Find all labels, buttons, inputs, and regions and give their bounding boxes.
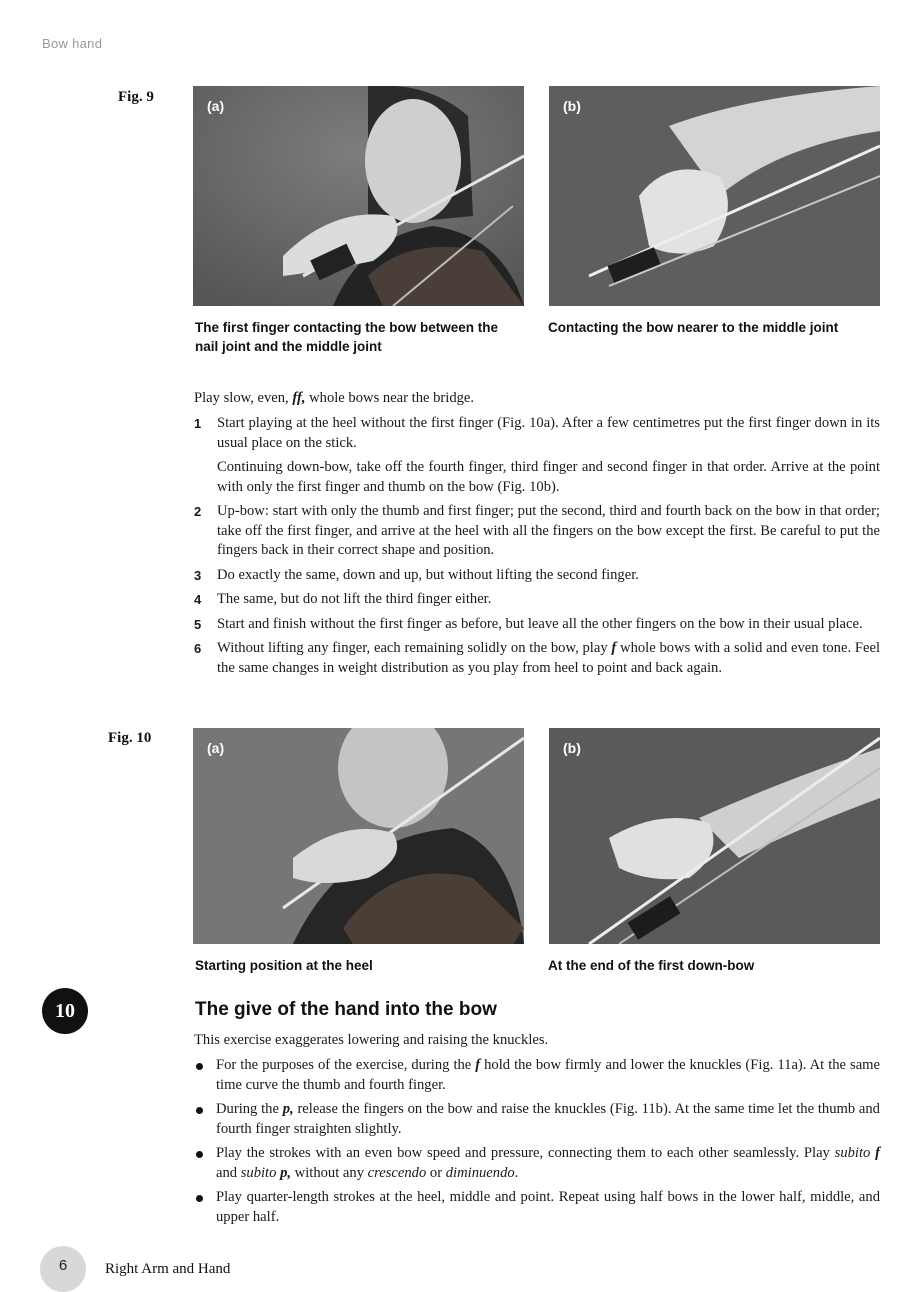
step-item (194, 458, 880, 497)
subito-term: subito (834, 1145, 871, 1161)
fig9b-caption: Contacting the bow nearer to the middle joint (548, 320, 839, 335)
step-text: Up-bow: start with only the thumb and first finger; put the second, third and fourth back on the bow in that order; take off the first finger, and arrive at the heel with all the fingers on the bow except the first. Be careful to put the fingers back in their correct shape and position. (217, 503, 880, 558)
dynamic-p: p, (282, 1101, 294, 1117)
bullet-dot-icon (196, 1063, 203, 1070)
subito-term: subito (240, 1164, 277, 1181)
step-text: The same, but do not lift the third finger either. (217, 591, 492, 607)
fig10b-photo (549, 728, 880, 944)
bullet-item (194, 1188, 880, 1227)
bullet-dot-icon (196, 1107, 203, 1114)
bullet-text: and (216, 1164, 241, 1181)
bullet-text-before: For the purposes of the exercise, during the (216, 1057, 476, 1073)
bullet-dot-icon (196, 1195, 203, 1202)
bullet-item (194, 1144, 880, 1183)
bullet-item (194, 1100, 880, 1139)
fig9a-caption: The first finger contacting the bow between the nail joint and the middle joint (195, 320, 499, 354)
violinist-face-photo (193, 86, 524, 306)
section-number-badge: 10 (42, 988, 88, 1034)
step-text-after: whole bows with a solid and even tone. Feel the same changes in weight distribution as you play from heel to point and back again. (217, 640, 881, 676)
step-number: 1 (194, 416, 202, 431)
step-item (194, 502, 880, 561)
section-bullets (194, 1056, 880, 1227)
step-text: Do exactly the same, down and up, but without lifting the second finger. (217, 566, 639, 583)
section-heading: The give of the hand into the bow (195, 999, 497, 1020)
dynamic-f: f (611, 640, 617, 656)
step-item (194, 414, 880, 453)
step-number: 3 (194, 567, 202, 583)
dynamic-ff: ff, (292, 390, 306, 406)
fig9-label: Fig. 9 (118, 89, 154, 105)
bullet-text: . (514, 1164, 519, 1181)
diminuendo-term: diminuendo (445, 1164, 515, 1181)
fig10-label: Fig. 10 (108, 730, 152, 746)
page-number: 6 (40, 1246, 86, 1292)
running-head: Bow hand (42, 36, 103, 51)
fig10b-tag: (b) (563, 740, 581, 756)
step-item (194, 590, 880, 610)
fig9b-photo (549, 86, 880, 306)
exercise-intro-after: whole bows near the bridge. (305, 390, 475, 406)
step-text: Continuing down-bow, take off the fourth finger, third finger and second finger in that order. Arrive at the point with only the first finger and thumb on the bow (Fig. 10b). (217, 459, 880, 495)
bullet-text-before: During the (216, 1101, 283, 1117)
exercise-intro-before: Play slow, even, (194, 390, 293, 406)
bullet-text-after: release the fingers on the bow and raise the knuckles (Fig. 11b). At the same time let the thumb and fourth finger straighten slightly. (216, 1101, 880, 1137)
dynamic-f: f (475, 1057, 481, 1073)
fig10a-tag: (a) (207, 740, 225, 756)
step-number: 6 (194, 641, 202, 656)
exercise-intro (194, 389, 474, 409)
fig10a-caption: Starting position at the heel (195, 958, 373, 973)
bow-point-photo (549, 728, 880, 944)
step-number: 5 (194, 616, 202, 632)
section-intro: This exercise exaggerates lowering and raising the knuckles. (194, 1032, 549, 1048)
step-number: 4 (194, 592, 202, 607)
step-text-before: Without lifting any finger, each remaining solidly on the bow, play (217, 640, 612, 656)
fig9a-tag: (a) (207, 98, 225, 114)
bullet-text-after: hold the bow firmly and lower the knuckles (Fig. 11a). At the same time curve the thumb and fourth finger. (216, 1057, 880, 1093)
fig9a-photo (193, 86, 524, 306)
fig9b-tag: (b) (563, 98, 581, 114)
dynamic-p: p, (280, 1164, 292, 1181)
bullet-text: Play the strokes with an even bow speed and pressure, connecting them to each other seamlessly. Play (216, 1145, 835, 1161)
crescendo-term: crescendo (367, 1164, 427, 1181)
step-item (194, 615, 880, 635)
dynamic-f: f (875, 1145, 880, 1161)
step-text: Start and finish without the first finger as before, but leave all the other fingers on the bow in their usual place. (217, 615, 863, 632)
step-text: Start playing at the heel without the first finger (Fig. 10a). After a few centimetres put the first finger down in its usual place on the stick. (217, 415, 880, 451)
step-number: 2 (194, 504, 202, 519)
step-item (194, 639, 880, 678)
bullet-text: without any (291, 1164, 368, 1181)
step-item (194, 566, 880, 586)
bullet-text: Play quarter-length strokes at the heel, middle and point. Repeat using half bows in the lower half, middle, and upper half. (216, 1189, 880, 1225)
violinist-heel-photo (193, 728, 524, 944)
bullet-text: or (426, 1164, 446, 1181)
fig10a-photo (193, 728, 524, 944)
exercise-steps (194, 414, 880, 678)
fig10b-caption: At the end of the first down-bow (548, 958, 755, 973)
footer-title: Right Arm and Hand (105, 1261, 231, 1277)
bullet-item (194, 1056, 880, 1095)
bullet-dot-icon (196, 1151, 203, 1158)
bow-hold-photo (549, 86, 880, 306)
